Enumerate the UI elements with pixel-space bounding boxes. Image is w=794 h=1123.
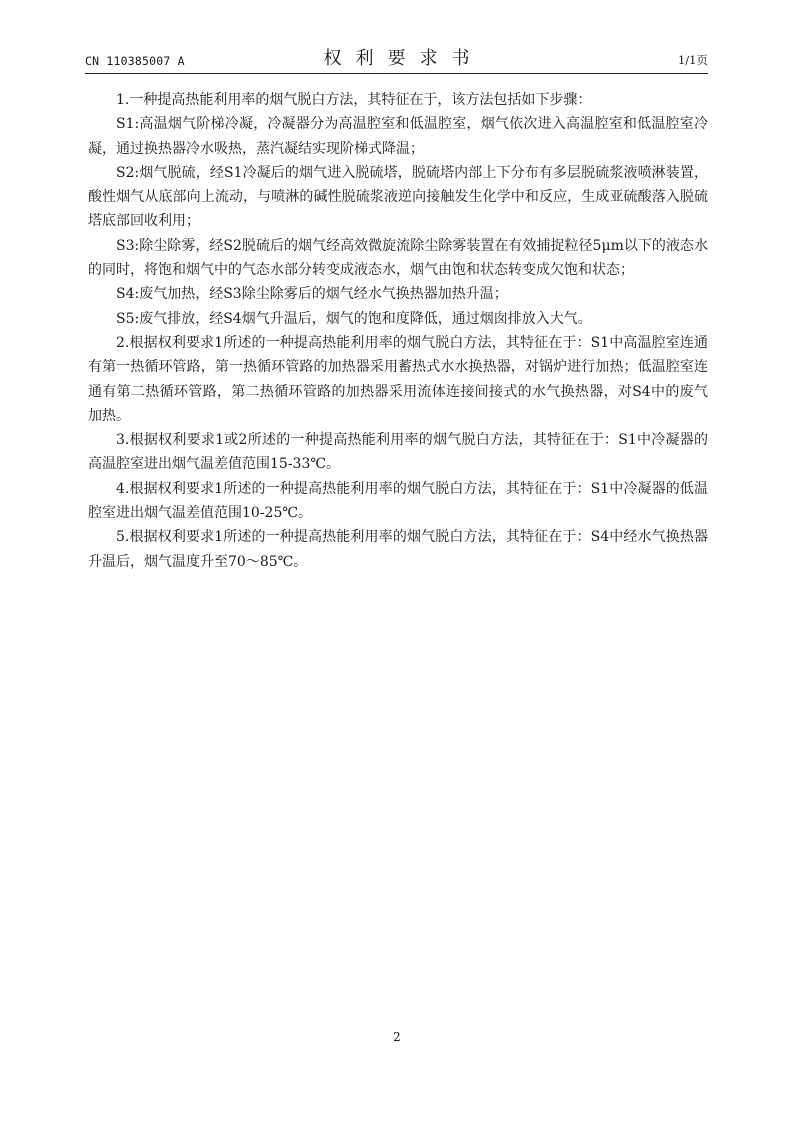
claim-1-intro: 1.一种提高热能利用率的烟气脱白方法，其特征在于，该方法包括如下步骤： (116, 92, 592, 108)
claim-4: 4.根据权利要求1所述的一种提高热能利用率的烟气脱白方法，其特征在于：S1中冷凝器的低温腔室进出烟气温差值范围10-25℃。 (88, 480, 708, 522)
claim-1-step-s2: S2:烟气脱硫，经S1冷凝后的烟气进入脱硫塔，脱硫塔内部上下分布有多层脱硫浆液喷淋装置，酸性烟气从底部向上流动，与喷淋的碱性脱硫浆液逆向接触发生化学中和反应，生成亚硫酸落入脱硫塔底部回收利用； (88, 164, 708, 230)
claims-body (88, 88, 708, 574)
claim-5: 5.根据权利要求1所述的一种提高热能利用率的烟气脱白方法，其特征在于：S4中经水气换热器升温后，烟气温度升至70～85℃。 (88, 529, 708, 570)
page-header (85, 48, 708, 74)
page-number: 2 (393, 1030, 401, 1044)
claim-1-step-s4: S4:废气加热，经S3除尘除雾后的烟气经水气换热器加热升温； (116, 286, 508, 303)
claim-1-step-s5: S5:废气排放，经S4烟气升温后，烟气的饱和度降低，通过烟囱排放入大气。 (116, 310, 592, 327)
claim-1-step-s3: S3:除尘除雾，经S2脱硫后的烟气经高效微旋流除尘除雾装置在有效捕捉粒径5μm以下的液态水的同时，将饱和烟气中的气态水部分转变成液态水，烟气由饱和状态转变成欠饱和状态； (88, 237, 708, 279)
claim-2: 2.根据权利要求1所述的一种提高热能利用率的烟气脱白方法，其特征在于：S1中高温腔室连通有第一热循环管路，第一热循环管路的加热器采用蓄热式水水换热器，对锅炉进行加热；低温腔室连通有第二热循环管路，第二热循环管路的加热器采用流体连接间接式的水气换热器，对S4中的废气加热。 (88, 334, 708, 424)
claim-1-step-s1: S1:高温烟气阶梯冷凝，冷凝器分为高温腔室和低温腔室，烟气依次进入高温腔室和低温腔室冷凝，通过换热器冷水吸热，蒸汽凝结实现阶梯式降温； (88, 116, 708, 157)
header-divider (85, 73, 708, 74)
document-title: 权利要求书 (323, 48, 484, 69)
page-indicator: 1/1页 (677, 53, 708, 67)
publication-number: CN 110385007 A (85, 54, 185, 68)
claim-3: 3.根据权利要求1或2所述的一种提高热能利用率的烟气脱白方法，其特征在于：S1中冷凝器的高温腔室进出烟气温差值范围15-33℃。 (88, 432, 708, 473)
